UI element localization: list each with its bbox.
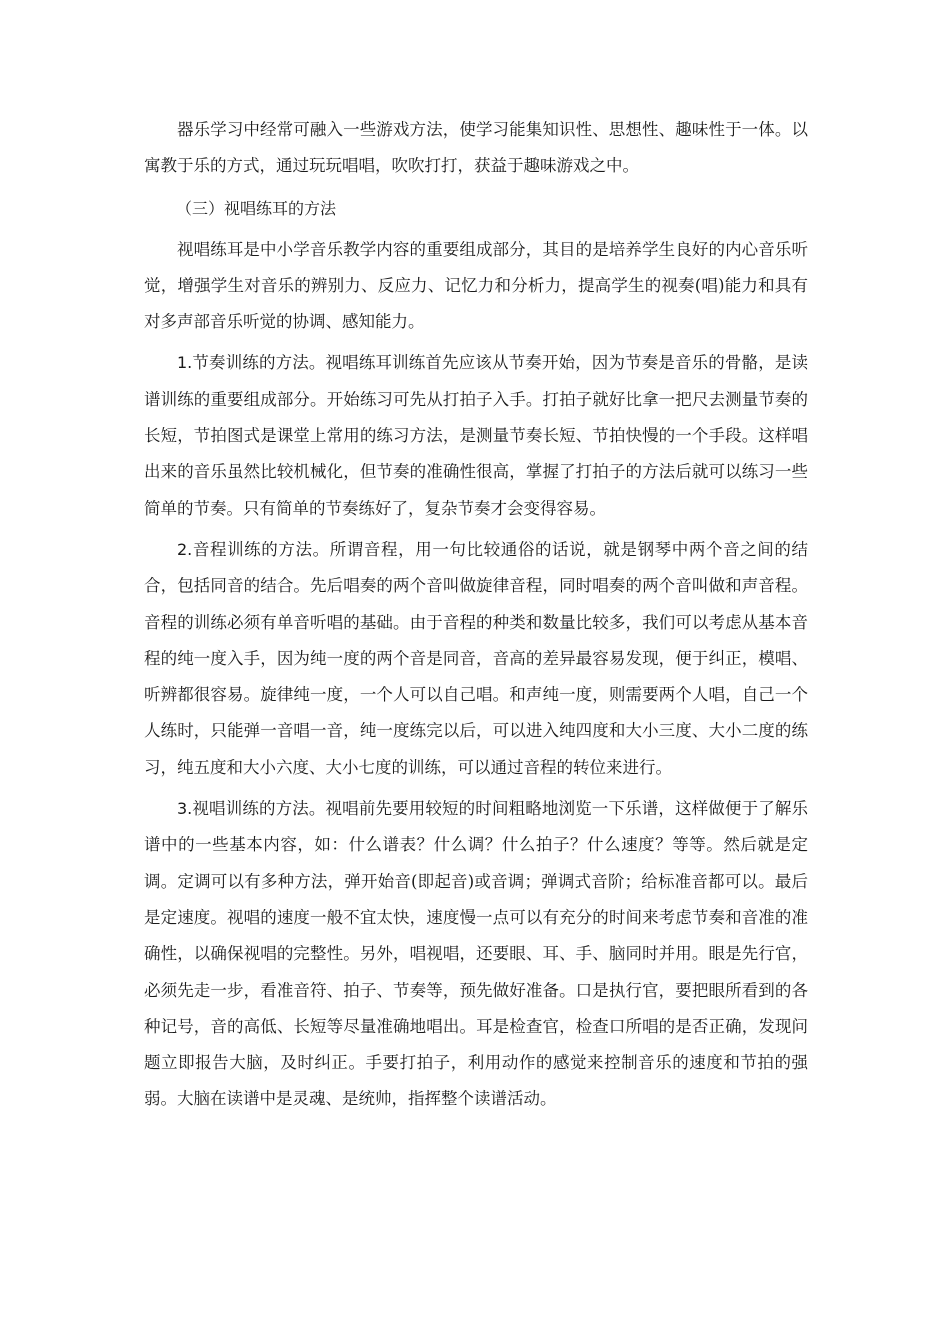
item-paragraph-3 — [144, 791, 808, 1118]
document-body — [144, 112, 808, 1118]
overview-paragraph: 视唱练耳是中小学音乐教学内容的重要组成部分，其目的是培养学生良好的内心音乐听觉，增强学生对音乐的辨别力、反应力、记忆力和分析力，提高学生的视奏(唱)能力和具有对多声部音乐听觉的协调、感知能力。 — [144, 239, 808, 332]
item-paragraph-2 — [144, 532, 808, 786]
item-text-3: 视唱训练的方法。视唱前先要用较短的时间粗略地浏览一下乐谱，这样做便于了解乐谱中的一些基本内容，如：什么谱表？什么调？什么拍子？什么速度？等等。然后就是定调。定调可以有多种方法，弹开始音(即起音)或音调；弹调式音阶；给标准音都可以。最后是定速度。视唱的速度一般不宜太快，速度慢一点可以有充分的时间来考虑节奏和音准的准确性，以确保视唱的完整性。另外，唱视唱，还要眼、耳、手、脑同时并用。眼是先行官，必须先走一步，看准音符、拍子、节奏等，预先做好准备。口是执行官，要把眼所看到的各种记号，音的高低、长短等尽量准确地唱出。耳是检查官，检查口所唱的是否正确，发现问题立即报告大脑，及时纠正。手要打拍子，利用动作的感觉来控制音乐的速度和节拍的强弱。大脑在读谱中是灵魂、是统帅，指挥整个读谱活动。 — [144, 799, 808, 1109]
item-text-2: 音程训练的方法。所谓音程，用一句比较通俗的话说，就是钢琴中两个音之间的结合，包括同音的结合。先后唱奏的两个音叫做旋律音程，同时唱奏的两个音叫做和声音程。音程的训练必须有单音听唱的基础。由于音程的种类和数量比较多，我们可以考虑从基本音程的纯一度入手，因为纯一度的两个音是同音，音高的差异最容易发现，便于纠正，模唱、听辨都很容易。旋律纯一度，一个人可以自己唱。和声纯一度，则需要两个人唱，自己一个人练时，只能弹一音唱一音，纯一度练完以后，可以进入纯四度和大小三度、大小二度的练习，纯五度和大小六度、大小七度的训练，可以通过音程的转位来进行。 — [144, 539, 808, 777]
section-heading: （三）视唱练耳的方法 — [176, 198, 337, 218]
item-number-1: 1. — [177, 353, 193, 373]
item-paragraph-1 — [144, 345, 808, 526]
item-number-2: 2. — [177, 539, 193, 559]
intro-paragraph: 器乐学习中经常可融入一些游戏方法，使学习能集知识性、思想性、趣味性于一体。以寓教于乐的方式，通过玩玩唱唱，吹吹打打，获益于趣味游戏之中。 — [144, 120, 808, 176]
item-text-1: 节奏训练的方法。视唱练耳训练首先应该从节奏开始，因为节奏是音乐的骨骼，是读谱训练的重要组成部分。开始练习可先从打拍子入手。打拍子就好比拿一把尺去测量节奏的长短，节拍图式是课堂上常用的练习方法，是测量节奏长短、节拍快慢的一个手段。这样唱出来的音乐虽然比较机械化，但节奏的准确性很高，掌握了打拍子的方法后就可以练习一些简单的节奏。只有简单的节奏练好了，复杂节奏才会变得容易。 — [144, 353, 808, 518]
item-number-3: 3. — [177, 799, 193, 819]
